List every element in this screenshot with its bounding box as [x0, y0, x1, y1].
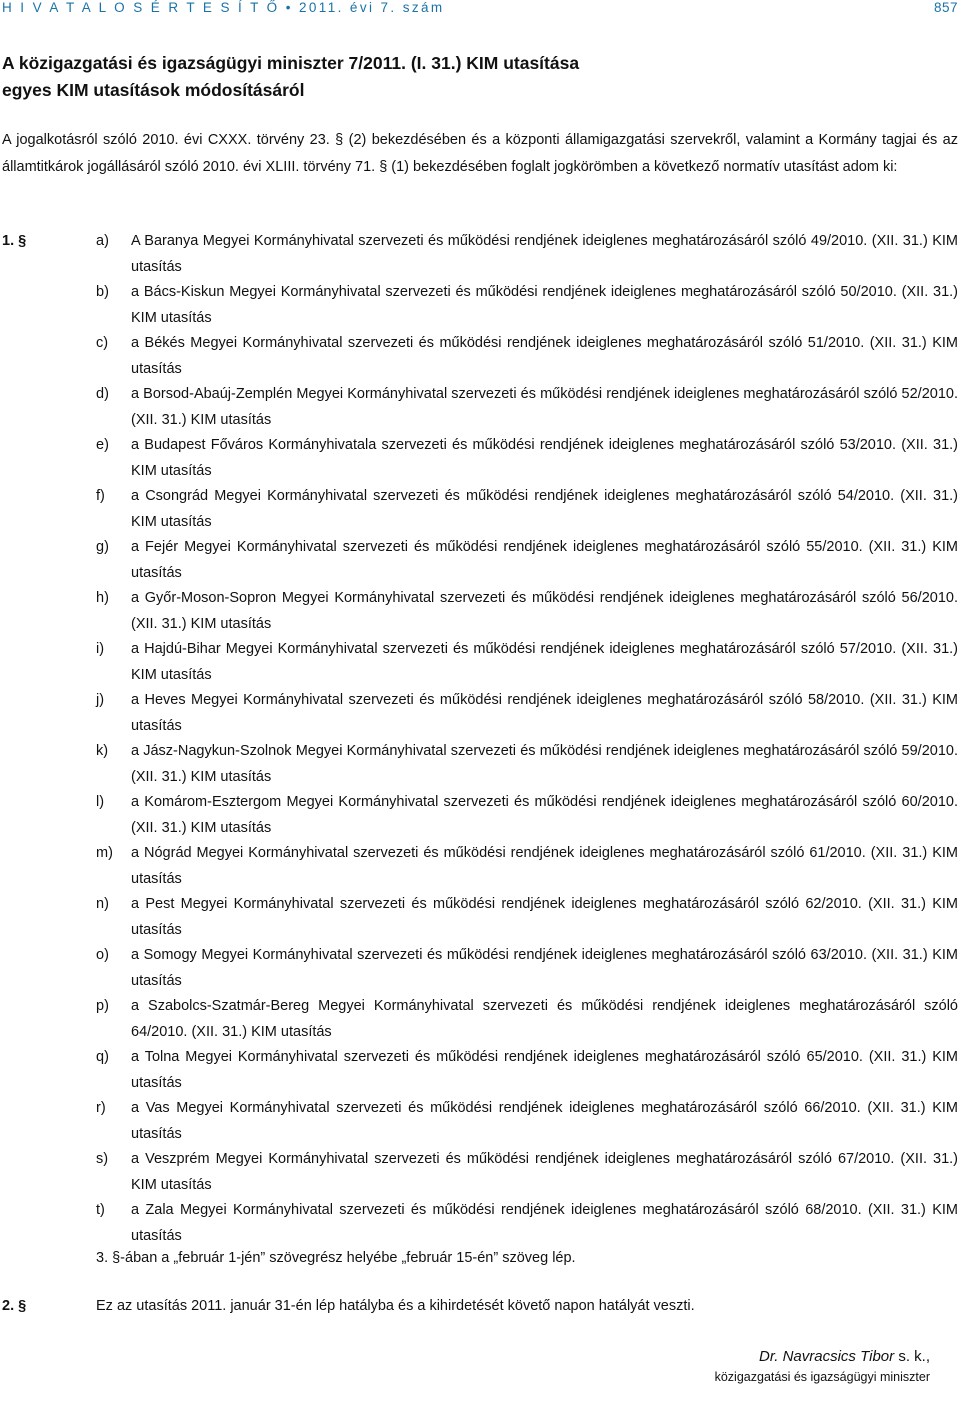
list-item-text: a Zala Megyei Kormányhivatal szervezeti és működési rendjének ideiglenes meghatározásáról szóló 68/2010. (XII. 31.) KIM utasítás: [131, 1202, 958, 1244]
running-header: [2, 0, 958, 18]
list-item-text: a Heves Megyei Kormányhivatal szervezeti és működési rendjének ideiglenes meghatározásáról szóló 58/2010. (XII. 31.) KIM utasítás: [131, 692, 958, 734]
list-item-letter: b): [96, 284, 109, 300]
list-item-text: a Hajdú-Bihar Megyei Kormányhivatal szervezeti és működési rendjének ideiglenes meghatározásáról szóló 57/2010. (XII. 31.) KIM utasítás: [131, 641, 958, 683]
list-item: [96, 331, 958, 382]
list-item-text: a Békés Megyei Kormányhivatal szervezeti és működési rendjének ideiglenes meghatározásáról szóló 51/2010. (XII. 31.) KIM utasítás: [131, 335, 958, 377]
signatory-suffix: s. k.,: [894, 1348, 930, 1365]
list-item-letter: n): [96, 896, 109, 912]
journal-title: H I V A T A L O S É R T E S Í T Ő • 2011. évi 7. szám: [2, 0, 445, 15]
list-item-text: a Pest Megyei Kormányhivatal szervezeti és működési rendjének ideiglenes meghatározásáról szóló 62/2010. (XII. 31.) KIM utasítás: [131, 896, 958, 938]
signatory-name: Dr. Navracsics Tibor: [758, 1348, 895, 1365]
list-item: [96, 484, 958, 535]
list-item-letter: q): [96, 1049, 109, 1065]
list-item-text: a Fejér Megyei Kormányhivatal szervezeti és működési rendjének ideiglenes meghatározásáról szóló 55/2010. (XII. 31.) KIM utasítás: [131, 539, 958, 581]
document-title: [2, 50, 942, 104]
list-item: [96, 943, 958, 994]
list-item-letter: r): [96, 1100, 106, 1116]
list-item-text: A Baranya Megyei Kormányhivatal szervezeti és működési rendjének ideiglenes meghatározásáról szóló 49/2010. (XII. 31.) KIM utasítás: [131, 233, 958, 275]
list-item: [96, 586, 958, 637]
list-item-text: a Somogy Megyei Kormányhivatal szervezeti és működési rendjének ideiglenes meghatározásáról szóló 63/2010. (XII. 31.) KIM utasítás: [131, 947, 958, 989]
section-1-closing: 3. §-ában a „február 1-jén” szövegrész helyébe „február 15-én” szöveg lép.: [96, 1250, 576, 1266]
title-line-2: egyes KIM utasítások módosításáról: [2, 80, 305, 100]
list-item: [96, 637, 958, 688]
list-item-letter: p): [96, 998, 109, 1014]
list-item: [96, 382, 958, 433]
list-item: [96, 280, 958, 331]
list-item-letter: e): [96, 437, 109, 453]
signatory-name-line: [715, 1346, 930, 1368]
list-item-text: a Győr-Moson-Sopron Megyei Kormányhivatal szervezeti és működési rendjének ideiglenes meghatározásáról szóló 56/2010. (XII. 31.) KIM utasítás: [131, 590, 958, 632]
list-item-text: a Jász-Nagykun-Szolnok Megyei Kormányhivatal szervezeti és működési rendjének ideiglenes meghatározásáról szóló 59/2010. (XII. 31.) KIM utasítás: [131, 743, 958, 785]
list-item: [96, 841, 958, 892]
section-2-number: 2. §: [2, 1298, 27, 1314]
title-line-1: A közigazgatási és igazságügyi miniszter 7/2011. (I. 31.) KIM utasítása: [2, 53, 580, 73]
list-item: [96, 1147, 958, 1198]
list-item-text: a Budapest Főváros Kormányhivatala szervezeti és működési rendjének ideiglenes meghatározásáról szóló 53/2010. (XII. 31.) KIM utasítás: [131, 437, 958, 479]
list-item-letter: l): [96, 794, 105, 810]
list-item-letter: h): [96, 590, 109, 606]
list-item-letter: s): [96, 1151, 109, 1167]
list-item-text: a Szabolcs-Szatmár-Bereg Megyei Kormányhivatal szervezeti és működési rendjének ideiglenes meghatározásáról szóló 64/2010. (XII. 31.) KIM utasítás: [131, 998, 958, 1040]
page-number: 857: [933, 0, 958, 15]
list-item-text: a Nógrád Megyei Kormányhivatal szervezeti és működési rendjének ideiglenes meghatározásáról szóló 61/2010. (XII. 31.) KIM utasítás: [131, 845, 958, 887]
list-item-letter: i): [96, 641, 105, 657]
list-item: [96, 892, 958, 943]
list-item-letter: j): [96, 692, 105, 708]
list-item-text: a Tolna Megyei Kormányhivatal szervezeti és működési rendjének ideiglenes meghatározásáról szóló 65/2010. (XII. 31.) KIM utasítás: [131, 1049, 958, 1091]
list-item: [96, 1198, 958, 1249]
list-item-letter: m): [96, 845, 113, 861]
list-item-text: a Borsod-Abaúj-Zemplén Megyei Kormányhivatal szervezeti és működési rendjének ideiglenes meghatározásáról szóló 52/2010. (XII. 31.) KIM utasítás: [131, 386, 958, 428]
list-item: [96, 229, 958, 280]
list-item-letter: a): [96, 233, 109, 249]
list-item: [96, 1096, 958, 1147]
list-item-letter: o): [96, 947, 109, 963]
list-item-text: a Komárom-Esztergom Megyei Kormányhivatal szervezeti és működési rendjének ideiglenes meghatározásáról szóló 60/2010. (XII. 31.) KIM utasítás: [131, 794, 958, 836]
intro-paragraph: A jogalkotásról szóló 2010. évi CXXX. törvény 23. § (2) bekezdésében és a központi államigazgatási szervekről, valamint a Kormány tagjai és az államtitkárok jogállásáról szóló 2010. évi XLIII. törvény 71. § (1) bekezdésében foglalt jogkörömben a következő normatív utasítást adom ki:: [2, 132, 958, 175]
list-item-text: a Veszprém Megyei Kormányhivatal szervezeti és működési rendjének ideiglenes meghatározásáról szóló 67/2010. (XII. 31.) KIM utasítás: [131, 1151, 958, 1193]
list-item: [96, 688, 958, 739]
list-item-text: a Csongrád Megyei Kormányhivatal szervezeti és működési rendjének ideiglenes meghatározásáról szóló 54/2010. (XII. 31.) KIM utasítás: [131, 488, 958, 530]
list-item: [96, 535, 958, 586]
list-item: [96, 739, 958, 790]
list-item-letter: d): [96, 386, 109, 402]
list-item-letter: f): [96, 488, 105, 504]
list-item: [96, 994, 958, 1045]
list-item-letter: c): [96, 335, 109, 351]
list-item-letter: k): [96, 743, 109, 759]
list-item: [96, 790, 958, 841]
list-item-letter: g): [96, 539, 109, 555]
list-item: [96, 1045, 958, 1096]
signatory-role: közigazgatási és igazságügyi miniszter: [714, 1370, 930, 1384]
list-item-text: a Bács-Kiskun Megyei Kormányhivatal szervezeti és működési rendjének ideiglenes meghatározásáról szóló 50/2010. (XII. 31.) KIM utasítás: [131, 284, 958, 326]
list-item-text: a Vas Megyei Kormányhivatal szervezeti és működési rendjének ideiglenes meghatározásáról szóló 66/2010. (XII. 31.) KIM utasítás: [131, 1100, 958, 1142]
section-1-number: 1. §: [2, 233, 27, 249]
signature-block: [715, 1346, 930, 1386]
list-item-letter: t): [96, 1202, 105, 1218]
list-item: [96, 433, 958, 484]
section-2-text: Ez az utasítás 2011. január 31-én lép hatályba és a kihirdetését követő napon hatályát veszti.: [96, 1298, 695, 1314]
